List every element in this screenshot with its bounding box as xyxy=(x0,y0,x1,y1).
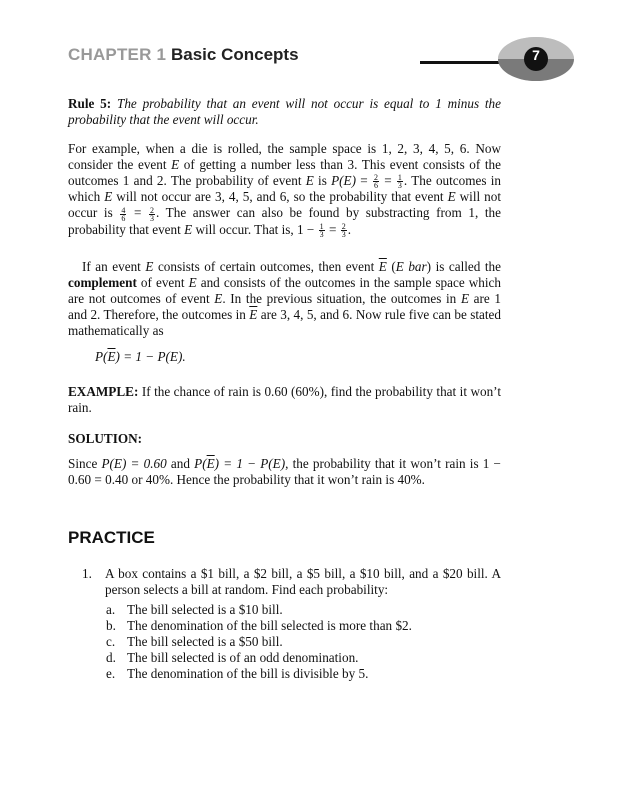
var-e: E xyxy=(460,291,469,306)
pe: P(E) xyxy=(331,173,357,188)
math: P( xyxy=(194,456,207,471)
eq: = xyxy=(356,173,372,188)
complement-term: complement xyxy=(68,275,137,290)
var-e-bar: $\overline{E}$ xyxy=(107,349,116,364)
item-letter: b. xyxy=(106,618,116,633)
frac-num: 1 xyxy=(319,222,324,232)
text: will not occur is xyxy=(68,189,501,221)
solution-label xyxy=(68,431,501,447)
rule-5 xyxy=(68,96,501,128)
rule-5-text: The probability that an event will not occur is equal to 1 minus the probability that the event will occur. xyxy=(68,96,502,127)
var-e: E xyxy=(145,259,154,274)
text: If an event xyxy=(82,259,146,274)
frac-num: 2 xyxy=(341,222,346,232)
item-text: The bill selected is a $10 bill. xyxy=(127,602,283,617)
text: will occur. That is, 1 − xyxy=(192,221,318,237)
frac-num: 4 xyxy=(121,205,126,215)
text: and xyxy=(166,456,195,471)
frac-den: 3 xyxy=(341,230,346,240)
frac-num: 2 xyxy=(150,205,154,215)
item-text: The bill selected is of an odd denomination. xyxy=(127,650,359,665)
frac-num: 1 xyxy=(397,173,402,183)
item-letter: c. xyxy=(106,634,116,649)
fraction xyxy=(120,207,126,222)
frac-den: 3 xyxy=(319,230,324,240)
var-e-bar: $\overline{E}$ xyxy=(249,307,258,322)
example-text: If the chance of rain is 0.60 (60%), find the probability that it won’t rain. xyxy=(68,384,501,415)
page-number: 7 xyxy=(532,47,540,63)
var-e: E xyxy=(214,291,223,306)
item-letter: a. xyxy=(106,602,116,617)
text: . The outcomes in which xyxy=(68,173,501,205)
rain-example xyxy=(68,384,501,416)
text: ( xyxy=(386,259,396,274)
question-number: 1. xyxy=(82,566,92,581)
complement-formula xyxy=(95,349,395,365)
solution-text xyxy=(68,456,501,488)
item-text: The bill selected is a $50 bill. xyxy=(127,634,283,649)
text: and consists of the outcomes in the sample space which are not outcomes of event xyxy=(68,275,502,306)
text: Since xyxy=(68,456,102,471)
fraction xyxy=(319,223,325,238)
fraction xyxy=(397,174,403,189)
practice-list xyxy=(68,566,501,696)
var-e: E xyxy=(188,275,197,290)
eq: = xyxy=(325,221,340,237)
frac-den: 6 xyxy=(121,213,126,223)
complement-paragraph xyxy=(68,259,501,339)
item-letter: e. xyxy=(106,666,116,681)
chapter-label: CHAPTER 1 xyxy=(68,45,167,64)
text: of event xyxy=(136,275,189,290)
var-e-bar: $\overline{E}$ xyxy=(206,456,215,471)
item-letter: d. xyxy=(106,650,116,665)
fraction xyxy=(373,174,379,189)
text: is xyxy=(313,173,332,188)
math: P(E) = 0.60 xyxy=(101,456,167,471)
text: ) is called the xyxy=(426,259,502,274)
frac-num: 2 xyxy=(373,173,378,183)
example-label: EXAMPLE: xyxy=(68,384,139,399)
solution-label-text: SOLUTION: xyxy=(68,431,143,446)
die-example-paragraph xyxy=(68,141,501,238)
text: of getting a number less than 3. This event consists of the outcomes 1 and 2. The probability of event xyxy=(68,157,501,188)
formula-rhs: ) = 1 − P(E). xyxy=(115,349,186,364)
text: . The answer can also be found by substracting from 1, the probability that event xyxy=(68,205,502,237)
var-e: E xyxy=(447,189,456,205)
frac-den: 6 xyxy=(373,181,378,191)
formula-lhs: P( xyxy=(95,349,108,364)
text: For example, when a die is rolled, the sample space is 1, 2, 3, 4, 5, 6. Now consider the event xyxy=(68,141,501,172)
ebar-label: E bar xyxy=(395,259,427,274)
fraction xyxy=(341,223,347,238)
item-text: The denomination of the bill is divisible by 5. xyxy=(127,666,369,681)
var-e: E xyxy=(104,189,113,205)
text: will not occur are 3, 4, 5, and 6, so the probability that event xyxy=(112,189,448,205)
text: . xyxy=(347,221,351,237)
eq: = xyxy=(379,173,396,188)
text: are 1 and 2. Therefore, the outcomes in xyxy=(68,291,501,322)
question-text: A box contains a $1 bill, a $2 bill, a $5 bill, a $10 bill, and a $20 bill. A person selects a bill at random. Find each probability: xyxy=(105,566,501,597)
math: ) = 1 − P(E) xyxy=(214,456,286,471)
rule-5-label: Rule 5: xyxy=(68,96,112,111)
chapter-title: Basic Concepts xyxy=(171,45,299,64)
fraction xyxy=(149,207,155,222)
practice-heading: PRACTICE xyxy=(68,528,155,547)
text: are 3, 4, 5, and 6. Now rule five can be stated mathematically as xyxy=(68,307,501,338)
text: . In the previous situation, the outcomes in xyxy=(222,291,461,306)
text: consists of certain outcomes, then event xyxy=(153,259,379,274)
item-text: The denomination of the bill selected is more than $2. xyxy=(127,618,412,633)
frac-den: 3 xyxy=(397,181,402,191)
text: , the probability that it won’t rain is 1 − 0.60 = 0.40 or 40%. Hence the probability that it won’t rain is 40%. xyxy=(68,456,501,487)
var-e-bar: $\overline{E}$ xyxy=(378,259,387,274)
var-e: E xyxy=(171,157,180,172)
var-e: E xyxy=(184,221,193,237)
var-e: E xyxy=(305,173,314,188)
frac-den: 3 xyxy=(150,213,154,223)
eq: = xyxy=(127,205,148,221)
